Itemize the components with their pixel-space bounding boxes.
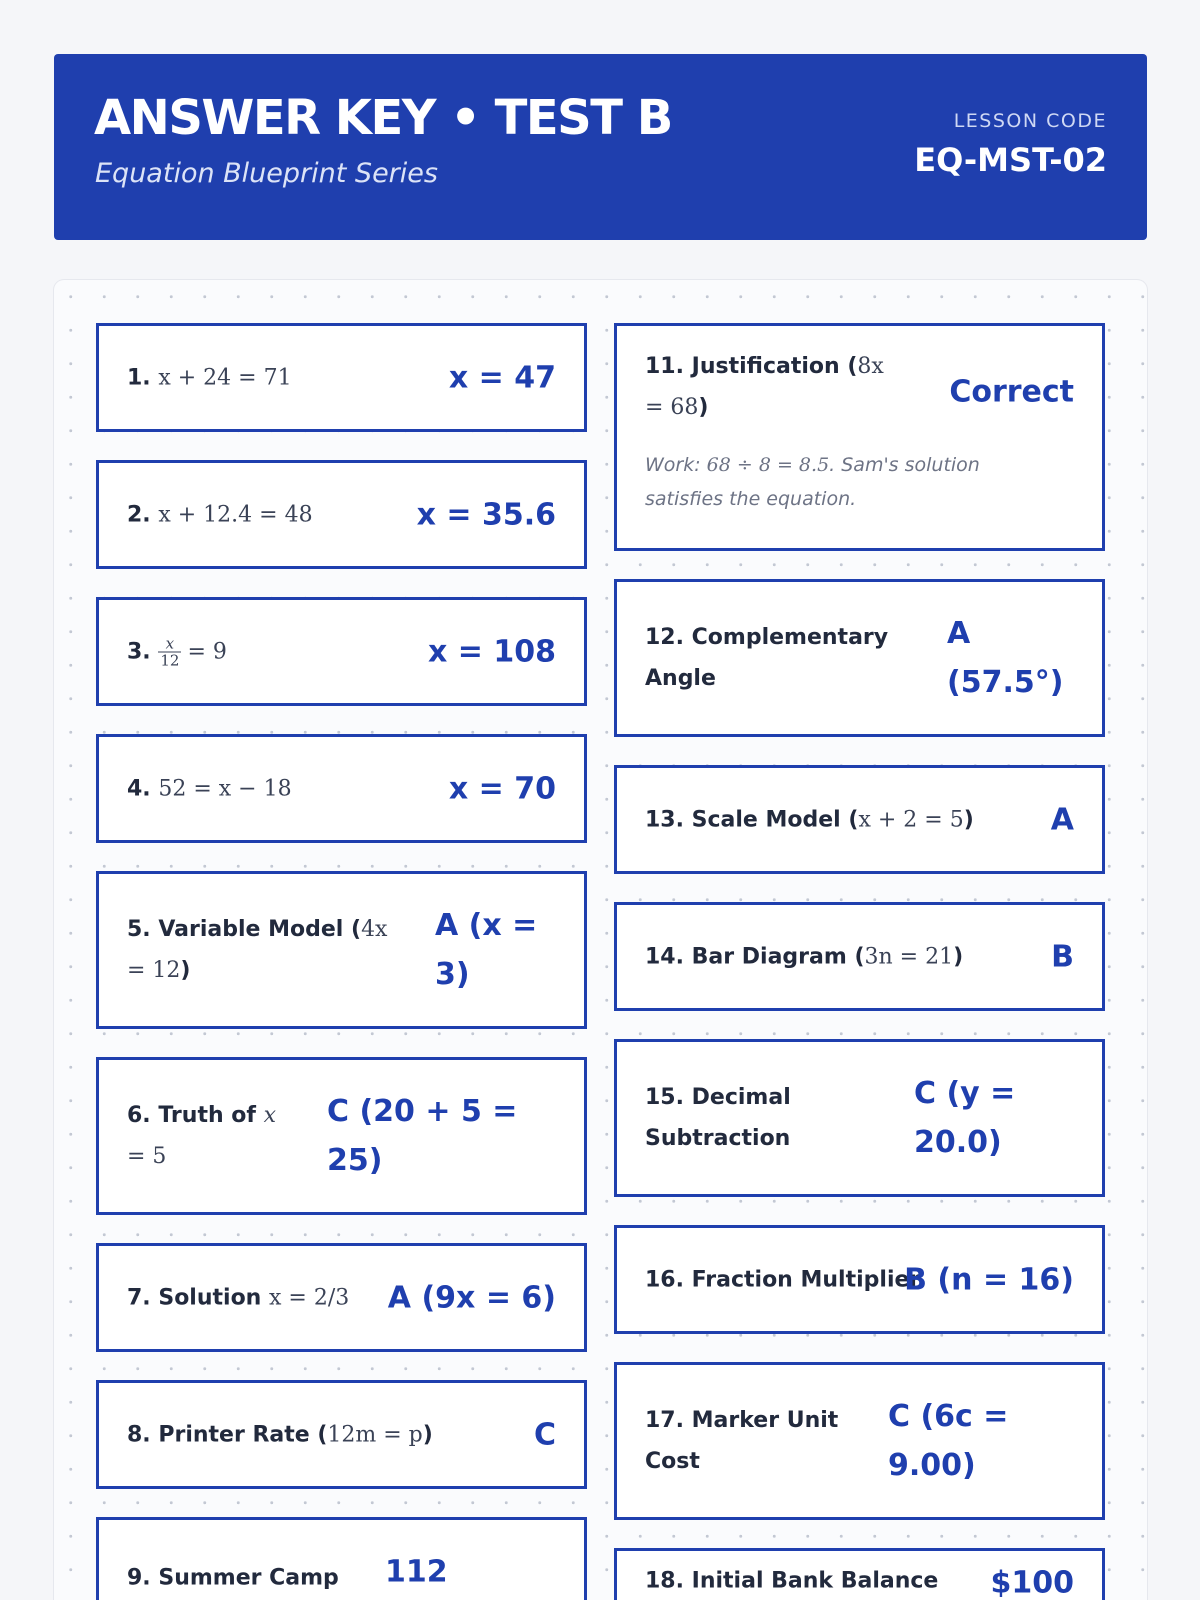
answer-value: A [1050,802,1074,837]
answer-value: x = 108 [428,634,556,669]
equation: 8x = 68 [645,354,884,420]
equation: 4x = 12 [127,917,388,983]
answer-card-7 [96,1243,587,1352]
answer-value: x = 35.6 [416,497,556,532]
answer-value: A (57.5°) [947,616,1064,700]
lesson-code-label: LESSON CODE [953,110,1107,132]
question-text: 16. Fraction Multiplier [645,1267,921,1292]
answer-card-9 [96,1517,587,1600]
answer-card-1 [96,323,587,432]
question-text: 8. Printer Rate (12m = p) [127,1422,433,1447]
question-text: 3. $\frac{x}{12}$ = 9 [127,634,227,670]
answer-card-8 [96,1380,587,1489]
answer-value: $100 [990,1565,1074,1600]
question-text: 7. Solution x = 2/3 [127,1285,350,1310]
answer-card-14 [614,902,1105,1011]
answer-value: x = 47 [448,360,556,395]
answer-value: C (20 + 5 = 25) [327,1094,518,1178]
header-banner [54,54,1147,240]
equation: x + 2 = 5 [858,807,964,832]
answer-card-17 [614,1362,1105,1520]
equation: x + 12.4 = 48 [158,502,313,527]
answer-value: B [1051,939,1074,974]
answer-card-13 [614,765,1105,874]
answer-card-16 [614,1225,1105,1334]
question-text: 4. 52 = x − 18 [127,776,292,801]
answer-value: B (n = 16) [904,1262,1074,1297]
question-text: 5. Variable Model (4x = 12) [127,917,388,983]
equation: x = 2/3 [269,1285,350,1310]
fraction: $\frac{x}{12}$ [160,634,180,670]
question-text: 1. x + 24 = 71 [127,365,292,390]
question-text: 15. Decimal Subtraction [645,1085,791,1151]
equation: 52 = x − 18 [158,776,292,801]
question-text: 17. Marker Unit Cost [645,1408,839,1474]
question-text: 2. x + 12.4 = 48 [127,502,313,527]
answer-value: 112 [385,1554,448,1590]
equation: x = 5 [127,1103,277,1169]
answer-card-18 [614,1548,1105,1600]
question-text: 9. Summer Camp [127,1565,339,1591]
equation: x + 24 = 71 [158,365,292,390]
answer-value: x = 70 [448,771,556,806]
question-text: 12. Complementary Angle [645,625,889,691]
answer-card-3 [96,597,587,706]
answer-value: C (y = 20.0) [914,1076,1016,1160]
answer-card-5 [96,871,587,1029]
question-text: 14. Bar Diagram (3n = 21) [645,944,964,969]
question-text: 6. Truth of x = 5 [127,1103,277,1169]
answer-value: C (6c = 9.00) [888,1399,1009,1483]
question-text: 18. Initial Bank Balance [645,1568,939,1594]
answer-card-4 [96,734,587,843]
answer-card-2 [96,460,587,569]
answer-card-6 [96,1057,587,1215]
equation: 12m = p [327,1422,423,1447]
equation: $\frac{x}{12}$ = 9 [160,634,227,670]
answer-card-11 [614,323,1105,551]
answer-value: C [533,1417,556,1452]
work-note: Work: 68 ÷ 8 = 8.5. Sam's solution satisfies the equation. [645,454,980,510]
page-subtitle: Equation Blueprint Series [95,158,438,189]
question-text: 13. Scale Model (x + 2 = 5) [645,807,974,832]
answer-card-12 [614,579,1105,737]
question-text: 11. Justification (8x = 68) [645,354,884,420]
answer-value: A (x = 3) [435,908,538,992]
page-title: ANSWER KEY • TEST B [94,90,672,146]
lesson-code-value: EQ-MST-02 [914,141,1107,179]
answer-value: Correct [949,374,1074,410]
answer-value: A (9x = 6) [387,1280,556,1315]
equation: 3n = 21 [864,944,954,969]
answer-card-15 [614,1039,1105,1197]
